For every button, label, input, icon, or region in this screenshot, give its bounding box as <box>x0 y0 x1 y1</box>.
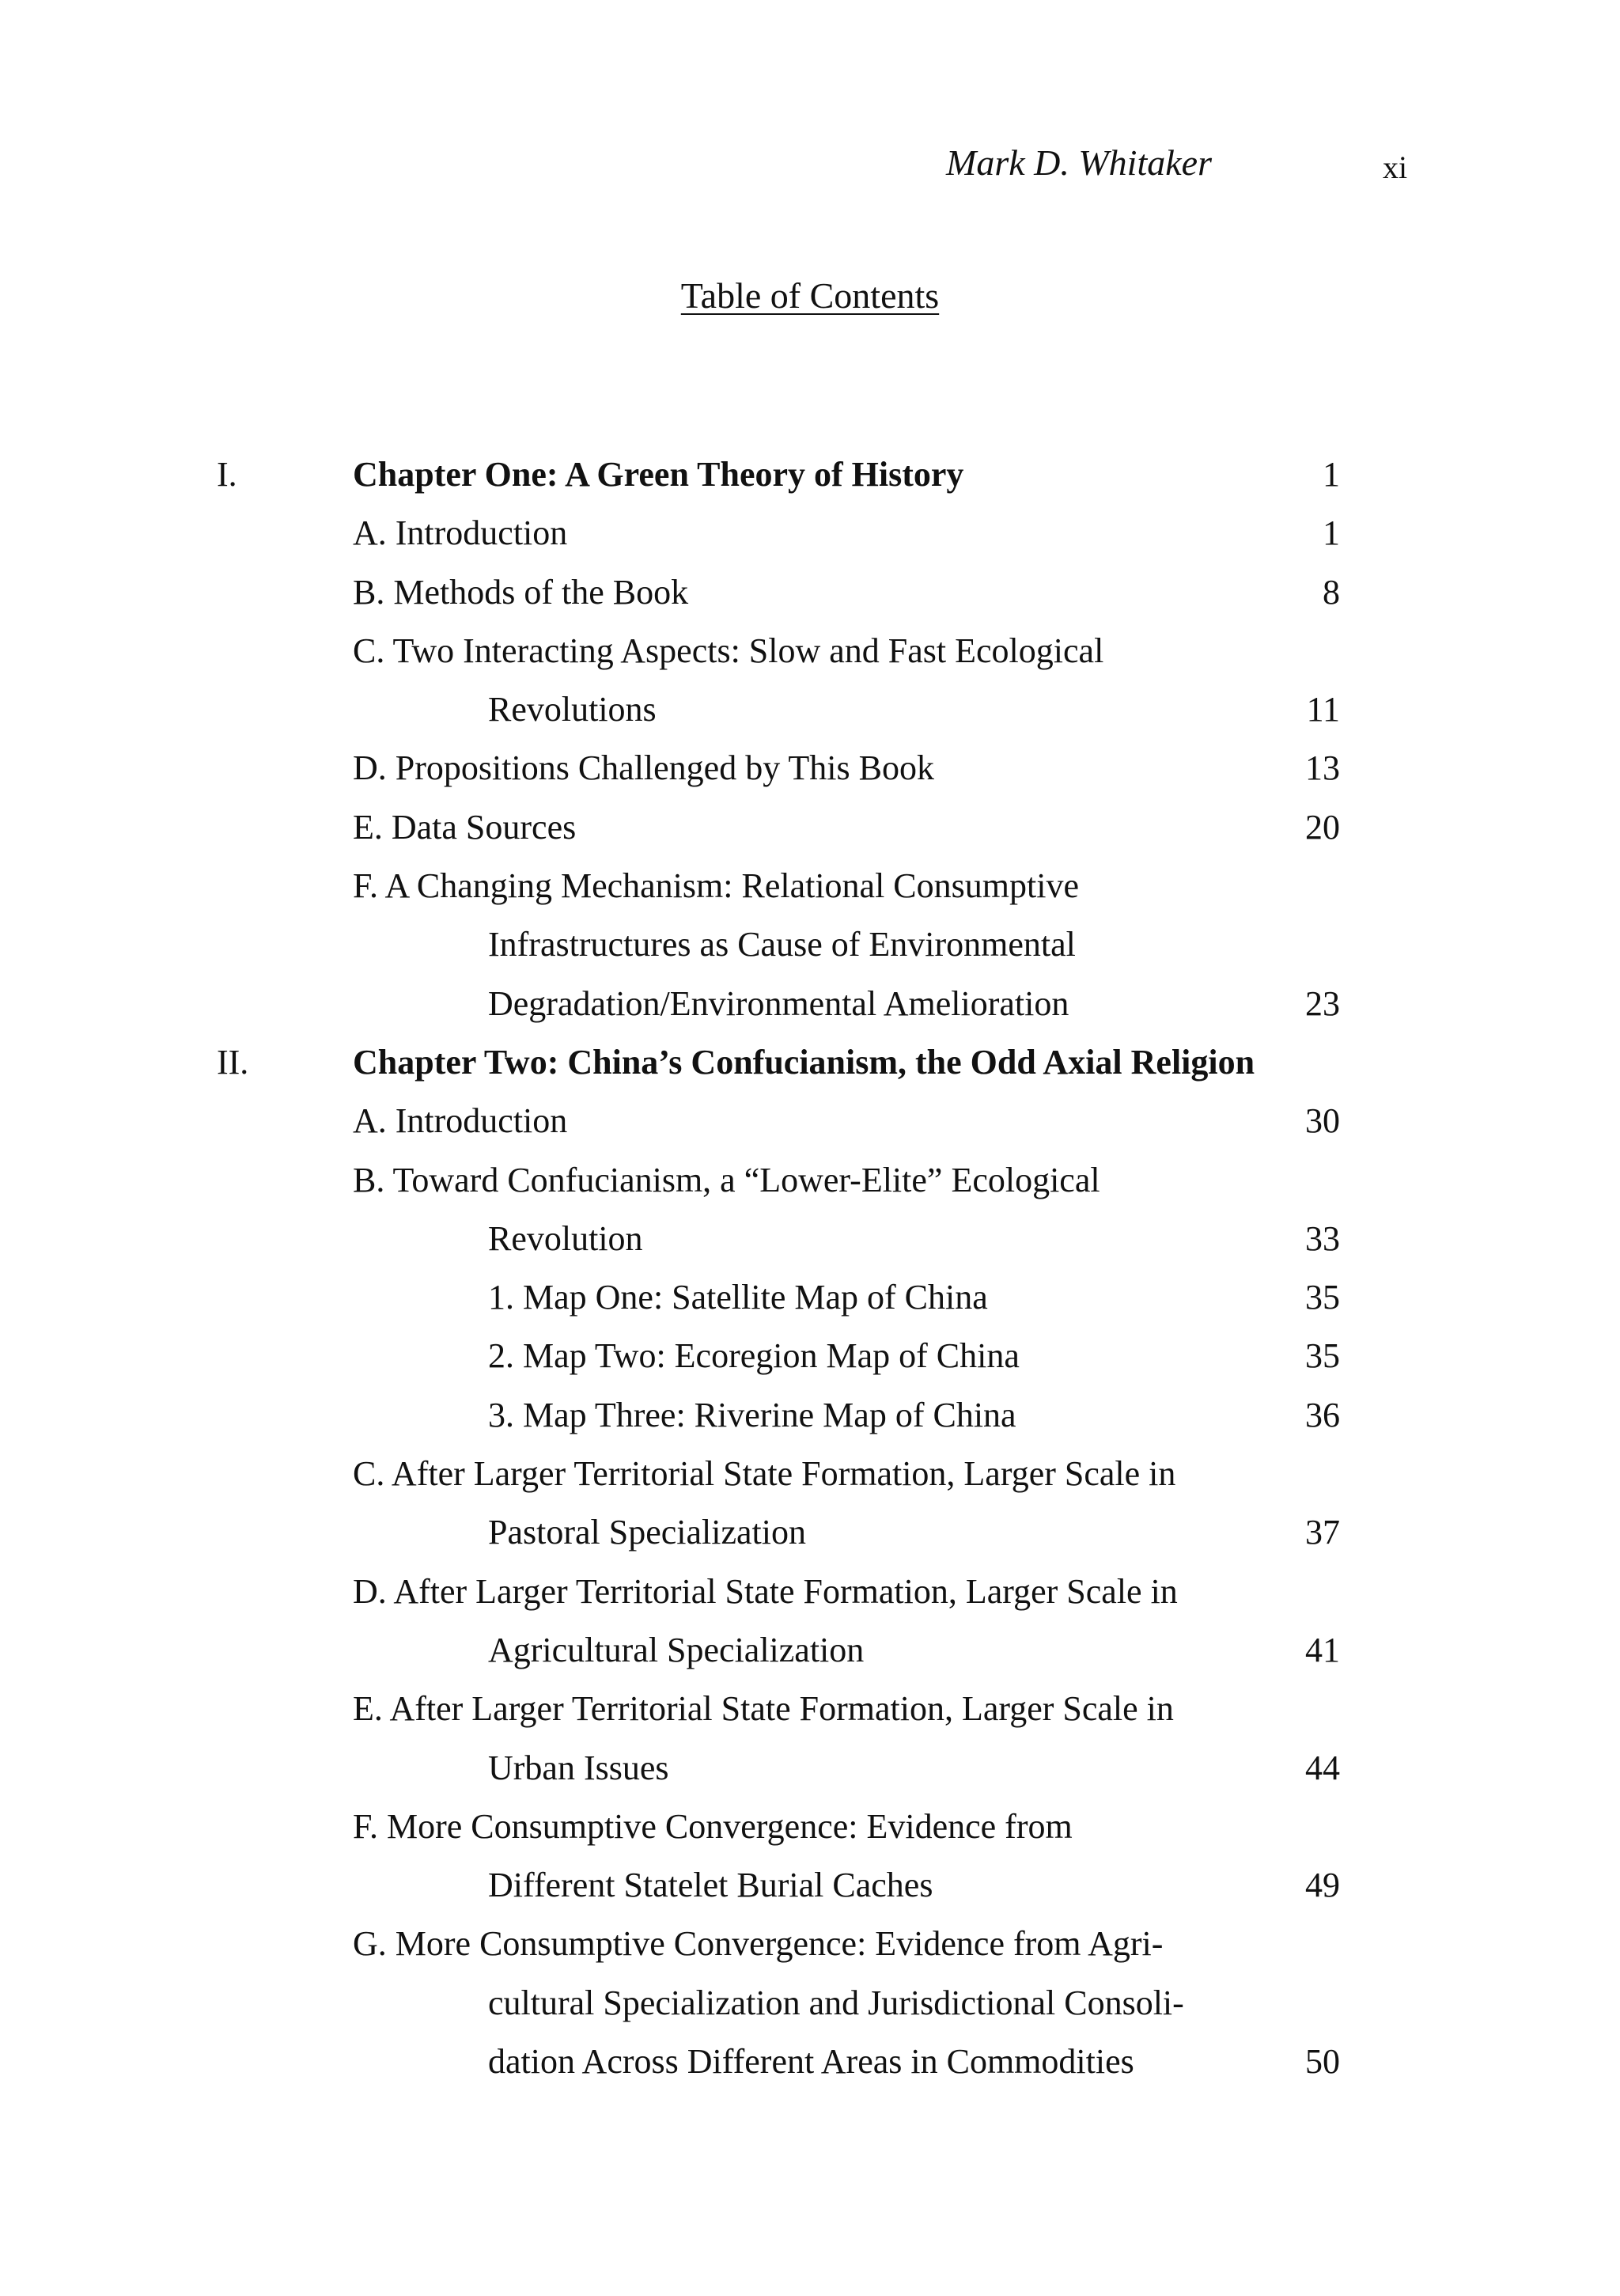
toc-entry <box>0 861 1620 919</box>
toc-entry-page: 8 <box>1323 572 1340 612</box>
toc-entry-page: 33 <box>1305 1218 1340 1258</box>
toc-entry <box>0 2036 1620 2095</box>
toc-entry-page: 35 <box>1305 1278 1340 1317</box>
running-head-author: Mark D. Whitaker <box>946 142 1212 183</box>
toc-entry-title: Infrastructures as Cause of Environmental <box>488 925 1076 964</box>
toc-entry-title: B. Methods of the Book <box>353 572 689 612</box>
toc-entry-title: C. Two Interacting Aspects: Slow and Fast Ecological <box>353 631 1104 670</box>
toc-entry <box>0 1802 1620 1860</box>
toc-entry-title: D. After Larger Territorial State Formation, Larger Scale in <box>353 1571 1178 1611</box>
toc-entry <box>0 802 1620 861</box>
toc-entry-title: F. More Consumptive Convergence: Evidence from <box>353 1806 1073 1846</box>
toc-entry <box>0 1331 1620 1389</box>
toc-entry-title: Urban Issues <box>488 1748 669 1787</box>
running-head <box>0 141 1620 188</box>
toc-entry-numeral: II. <box>217 1042 249 1082</box>
toc-entry-title: 3. Map Three: Riverine Map of China <box>488 1395 1016 1434</box>
toc-title-text: Table of Contents <box>680 275 940 316</box>
toc-entry <box>0 1449 1620 1507</box>
toc-entry-page: 44 <box>1305 1748 1340 1787</box>
toc-entry <box>0 449 1620 508</box>
toc-entry <box>0 1684 1620 1742</box>
toc-entry-title: G. More Consumptive Convergence: Evidence from Agri- <box>353 1924 1164 1964</box>
toc-chapter-title: Chapter Two: China’s Confucianism, the Odd Axial Religion <box>353 1042 1255 1082</box>
toc-chapter-title: Chapter One: A Green Theory of History <box>353 455 964 494</box>
toc-entry <box>0 508 1620 566</box>
toc-entry <box>0 1155 1620 1214</box>
toc-entry-title: Revolutions <box>488 690 657 729</box>
toc-entry <box>0 1919 1620 1977</box>
toc-entry-title: Different Statelet Burial Caches <box>488 1866 933 1905</box>
toc-entry <box>0 1214 1620 1272</box>
toc-entry-page: 30 <box>1305 1101 1340 1141</box>
toc-entry-page: 35 <box>1305 1336 1340 1376</box>
toc-title <box>0 274 1620 318</box>
toc-entry <box>0 1390 1620 1449</box>
toc-entry-page: 1 <box>1323 513 1340 553</box>
toc-entry <box>0 626 1620 684</box>
toc-entry-title: A. Introduction <box>353 1101 568 1141</box>
toc-entry-title: F. A Changing Mechanism: Relational Consumptive <box>353 866 1079 906</box>
toc-entry <box>0 743 1620 801</box>
toc-entry-title: cultural Specialization and Jurisdictional Consoli- <box>488 1983 1184 2022</box>
toc-entry-page: 49 <box>1305 1866 1340 1905</box>
toc-entry <box>0 684 1620 743</box>
toc-entry-page: 11 <box>1306 690 1340 729</box>
toc-entry <box>0 1272 1620 1331</box>
toc-entry <box>0 567 1620 626</box>
toc-entry-page: 20 <box>1305 807 1340 847</box>
toc-entry-page: 23 <box>1305 983 1340 1023</box>
toc-entry-title: Pastoral Specialization <box>488 1513 806 1552</box>
toc-entry <box>0 1625 1620 1684</box>
toc-entry-title: Degradation/Environmental Amelioration <box>488 983 1069 1023</box>
toc-entry-page: 36 <box>1305 1395 1340 1434</box>
toc-entry-page: 1 <box>1323 455 1340 494</box>
toc-entry <box>0 1507 1620 1566</box>
toc-entry <box>0 1567 1620 1625</box>
toc-entry-numeral: I. <box>217 455 237 494</box>
toc-entry-page: 37 <box>1305 1513 1340 1552</box>
toc-entry-page: 13 <box>1305 748 1340 788</box>
toc-entry-title: Revolution <box>488 1218 643 1258</box>
toc-entry <box>0 1037 1620 1096</box>
toc-entry-title: E. Data Sources <box>353 807 577 847</box>
toc-entry-title: B. Toward Confucianism, a “Lower-Elite” Ecological <box>353 1160 1100 1199</box>
toc-entry <box>0 919 1620 978</box>
toc-entry <box>0 979 1620 1037</box>
toc-entry-page: 50 <box>1305 2042 1340 2082</box>
toc-entry <box>0 1096 1620 1154</box>
toc-entry-title: E. After Larger Territorial State Formation, Larger Scale in <box>353 1689 1174 1729</box>
toc-entry-title: 2. Map Two: Ecoregion Map of China <box>488 1336 1020 1376</box>
toc-entry <box>0 1978 1620 2036</box>
toc-entry-title: C. After Larger Territorial State Formation, Larger Scale in <box>353 1454 1176 1494</box>
toc-entry <box>0 1743 1620 1802</box>
toc-entry-title: dation Across Different Areas in Commodities <box>488 2042 1134 2082</box>
toc-entry <box>0 1860 1620 1919</box>
toc-entry-title: 1. Map One: Satellite Map of China <box>488 1278 988 1317</box>
toc-entry-page: 41 <box>1305 1630 1340 1669</box>
toc-entry-title: D. Propositions Challenged by This Book <box>353 748 934 788</box>
table-of-contents <box>0 449 1620 2095</box>
toc-entry-title: Agricultural Specialization <box>488 1630 865 1669</box>
page-number: xi <box>1383 150 1408 185</box>
toc-entry-title: A. Introduction <box>353 513 568 553</box>
